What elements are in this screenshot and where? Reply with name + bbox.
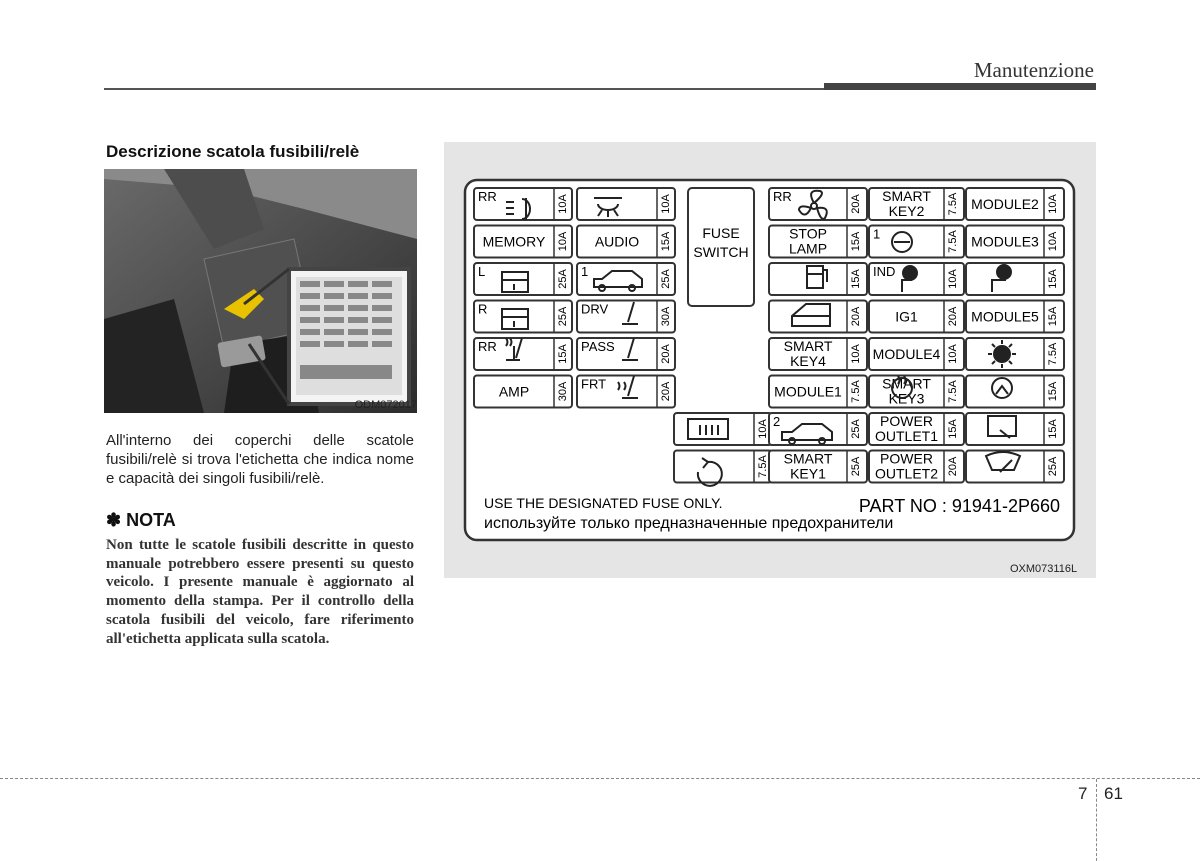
- fuse-label: KEY4: [790, 353, 826, 369]
- fuse-label: 1: [873, 226, 881, 242]
- fuse-cell: [966, 376, 1064, 408]
- fuse-label: R: [478, 301, 488, 317]
- fuse-cell: [769, 376, 867, 408]
- fuse-amp: 15A: [659, 231, 672, 252]
- fuse-label: MEMORY: [482, 233, 546, 250]
- note-text: Non tutte le scatole fusibili descritte in questo manuale potrebbero essere presenti su questo veicolo. I presente manuale è aggiornato al momento della stampa. Per il controllo della scatola fusibili del veicolo, fare riferimento all'etichetta applicata sulla scatola.: [106, 537, 414, 647]
- fuse-label: KEY3: [888, 390, 925, 407]
- fuse-amp: 30A: [556, 381, 569, 402]
- fuse-cell: [966, 226, 1064, 258]
- running-header: Manutenzione: [973, 58, 1094, 82]
- fuse-cell: [577, 301, 675, 333]
- fuse-label: POWER: [880, 413, 933, 429]
- fuse-amp: 7.5A: [756, 455, 769, 478]
- fuse-label: SMART: [783, 338, 833, 354]
- fuse-label: DRV: [581, 301, 609, 317]
- fuse-amp: 15A: [556, 344, 569, 364]
- fuse-cell: [869, 263, 964, 295]
- chapter-number: 7: [1078, 784, 1088, 803]
- fuse-diagram: [444, 142, 1096, 578]
- fuse-cell: [869, 188, 964, 220]
- footer-part: PART NO : 91941-2P660: [858, 496, 1060, 516]
- diagram-code: OXM073116L: [1010, 563, 1078, 575]
- fuse-cell: [474, 338, 572, 370]
- footer-divider: [1096, 779, 1097, 861]
- fuse-label: FRT: [581, 376, 607, 392]
- fuse-label: 1: [581, 264, 589, 279]
- fuse-amp: 25A: [849, 456, 862, 477]
- fuse-cell: [577, 376, 675, 408]
- fuse-amp: 7.5A: [946, 230, 959, 253]
- fuse-cell: [769, 226, 867, 258]
- fuse-label: AMP: [498, 383, 530, 400]
- fuse-label: POWER: [880, 450, 933, 467]
- fuse-amp: 10A: [556, 231, 569, 252]
- fuse-cell: [869, 413, 964, 445]
- note-heading: ✽ NOTA: [106, 510, 176, 530]
- header-bar: [824, 83, 1096, 90]
- fuse-amp: 15A: [1046, 381, 1059, 402]
- fuse-label: KEY1: [790, 465, 826, 482]
- fuse-amp: 10A: [946, 269, 959, 289]
- fuse-label: MODULE2: [971, 196, 1039, 212]
- fuse-cell: [869, 376, 964, 408]
- footer-rule: [0, 778, 1200, 779]
- fuse-cell: [869, 301, 964, 333]
- fuse-cell: [674, 451, 772, 483]
- fuse-cell: [869, 451, 964, 483]
- fuse-amp: 15A: [849, 269, 862, 289]
- fuse-amp: 20A: [849, 194, 862, 214]
- header-rule: [104, 88, 824, 90]
- fuse-label: IG1: [895, 308, 918, 325]
- fuse-label: MODULE3: [971, 233, 1039, 250]
- fuse-amp: 20A: [946, 306, 959, 327]
- fuse-amp: 7.5A: [946, 380, 959, 403]
- fuse-label: OUTLET1: [874, 428, 939, 444]
- fuse-label: MODULE5: [971, 308, 1039, 325]
- fuse-amp: 25A: [1046, 456, 1059, 477]
- fuse-amp: 20A: [659, 344, 672, 364]
- fuse-amp: 10A: [849, 344, 862, 364]
- fuse-cell: [769, 338, 867, 370]
- fuse-amp: 15A: [946, 419, 959, 439]
- fuse-cell: [474, 226, 572, 258]
- fuse-label: L: [478, 264, 486, 279]
- fuse-amp: 15A: [1046, 269, 1059, 289]
- fuse-label: STOP: [789, 225, 827, 242]
- fuse-label: LAMP: [788, 240, 828, 257]
- fuse-label: RR: [478, 339, 497, 354]
- fuse-label: 2: [773, 414, 781, 429]
- fuse-switch-label-2: SWITCH: [693, 244, 749, 260]
- fuse-amp: 25A: [849, 419, 862, 439]
- fuse-amp: 20A: [849, 306, 862, 327]
- fuse-amp: 7.5A: [946, 192, 959, 216]
- fuse-amp: 10A: [1046, 194, 1059, 214]
- fuse-label: SMART: [783, 450, 833, 467]
- fuse-amp: 20A: [659, 381, 672, 402]
- fuse-label: MODULE4: [872, 346, 941, 362]
- fuse-amp: 10A: [659, 194, 672, 214]
- fuse-cell: [966, 301, 1064, 333]
- fuse-amp: 7.5A: [849, 380, 862, 403]
- fuse-amp: 15A: [849, 231, 862, 252]
- fuse-amp: 25A: [556, 269, 569, 289]
- fuse-cell: [577, 338, 675, 370]
- fuse-amp: 10A: [756, 419, 769, 439]
- section-title: Descrizione scatola fusibili/relè: [106, 142, 360, 161]
- fuse-amp: 30A: [659, 306, 672, 327]
- fuse-amp: 25A: [659, 269, 672, 289]
- fuse-box-photo: [104, 169, 417, 413]
- fuse-label: KEY2: [888, 203, 925, 219]
- fuse-amp: 7.5A: [1046, 342, 1059, 366]
- fuse-amp: 25A: [556, 306, 569, 327]
- fuse-cell: [577, 226, 675, 258]
- fuse-amp: 10A: [946, 344, 959, 364]
- fuse-label: IND: [873, 264, 896, 279]
- fuse-cell: [966, 188, 1064, 220]
- fuse-amp: 10A: [556, 194, 569, 214]
- footer-en: USE THE DESIGNATED FUSE ONLY.: [484, 495, 723, 511]
- fuse-label: AUDIO: [594, 233, 640, 250]
- fuse-cell: [474, 376, 572, 408]
- fuse-amp: 15A: [1046, 306, 1059, 327]
- fuse-label: RR: [478, 189, 497, 204]
- fuse-cell: [769, 263, 867, 295]
- fuse-label: OUTLET2: [874, 465, 939, 482]
- fuse-amp: 10A: [1046, 231, 1059, 252]
- fuse-switch-label-1: FUSE: [702, 225, 740, 241]
- fuse-label: SMART: [882, 375, 931, 392]
- fuse-cell: [474, 188, 572, 220]
- page-number: 61: [1104, 784, 1123, 803]
- fuse-cell: [869, 338, 964, 370]
- body-text: All'interno dei coperchi delle scatole fusibili/relè si trova l'etichetta che indica nome e capacità dei singoli fusibili/relè.: [106, 432, 414, 487]
- footer-ru: используйте только предназначенные предохранители: [484, 515, 894, 532]
- fuse-amp: 20A: [946, 456, 959, 477]
- fuse-cell: [869, 226, 964, 258]
- fuse-cell: [577, 263, 675, 295]
- fuse-cell: [769, 188, 867, 220]
- fuse-amp: 15A: [1046, 419, 1059, 439]
- fuse-cell: [966, 263, 1064, 295]
- fuse-cell: [577, 188, 675, 220]
- fuse-label: RR: [773, 189, 792, 204]
- fuse-label: MODULE1: [774, 383, 842, 400]
- photo-code: ODM072017: [354, 399, 417, 411]
- fuse-label: PASS: [581, 339, 615, 354]
- fuse-cell: [769, 451, 867, 483]
- fuse-label: SMART: [882, 188, 931, 204]
